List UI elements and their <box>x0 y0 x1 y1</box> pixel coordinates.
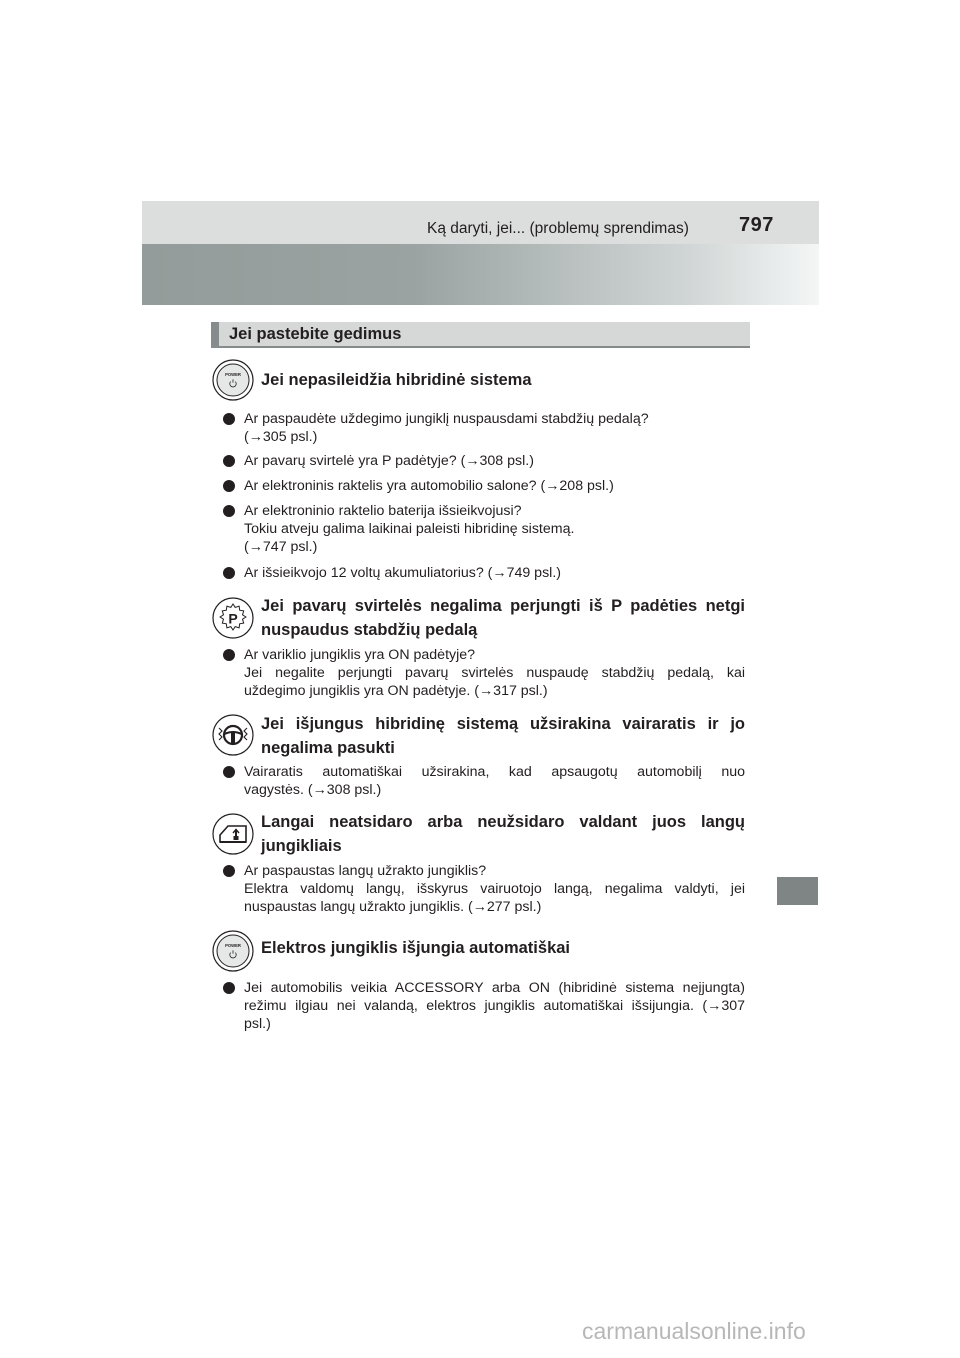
page-number: 797 <box>739 214 774 236</box>
bullet-line: vagystės. (→308 psl.) <box>244 782 382 798</box>
bullet-icon <box>223 766 235 778</box>
bullet-line: Ar paspaustas langų užrakto jungiklis? <box>244 863 487 879</box>
topic-heading: Jei nepasileidžia hibridinė sistema <box>261 371 532 389</box>
watermark: carmanualsonline.info <box>582 1318 806 1344</box>
bullet-icon <box>223 413 235 425</box>
bullet-line: Jei negalite perjungti pavarų svirtelės nuspaudę stabdžių pedalą, kai <box>244 665 745 681</box>
window-lock-switch-icon <box>212 813 254 855</box>
bullet-line: Vairaratis automatiškai užsirakina, kad apsaugotų automobilį nuo <box>244 764 745 780</box>
list-item <box>223 410 745 446</box>
list-item <box>223 477 745 495</box>
list-item <box>223 502 745 556</box>
power-button-icon <box>212 930 254 972</box>
bullet-line: Ar elektroninio raktelio baterija išsieikvojusi? <box>244 503 522 519</box>
bullet-icon <box>223 480 235 492</box>
bullet-icon <box>223 505 235 517</box>
bullet-line: Ar paspaudėte uždegimo jungiklį nuspausdami stabdžių pedalą? <box>244 411 649 427</box>
power-icon-label: POWER <box>225 372 241 377</box>
bullet-line: režimu ilgiau nei valandą, elektros jungiklis automatiškai išsijungia. (→307 <box>244 998 745 1014</box>
list-item <box>223 564 745 582</box>
bullet-line: Elektra valdomų langų, išskyrus vairuotojo langą, negalima valdyti, jei <box>244 881 745 897</box>
bullet-line: (→747 psl.) <box>244 539 318 555</box>
bullet-line: Ar variklio jungiklis yra ON padėtyje? <box>244 647 476 663</box>
topic-heading: Elektros jungiklis išjungia automatiškai <box>261 939 571 957</box>
bullet-line: uždegimo jungiklis yra ON padėtyje. (→317 psl.) <box>244 683 548 699</box>
bullet-line: Ar elektroninis raktelis yra automobilio salone? (→208 psl.) <box>244 478 614 494</box>
bullet-icon <box>223 567 235 579</box>
topic-heading: Langai neatsidaro arba neužsidaro valdant juos langų jungikliais <box>261 813 745 855</box>
bullet-line: Ar išsieikvojo 12 voltų akumuliatorius? (→749 psl.) <box>244 565 561 581</box>
chapter-side-tab <box>777 877 818 905</box>
power-button-icon <box>212 359 254 401</box>
topic-heading: Jei išjungus hibridinę sistemą užsirakina vairaratis ir jo negalima pasukti <box>261 715 745 757</box>
bullet-line: Jei automobilis veikia ACCESSORY arba ON (hibridinė sistema neįjungta) <box>244 980 745 996</box>
bullet-line: (→305 psl.) <box>244 429 318 445</box>
list-item <box>223 452 745 470</box>
list-item <box>223 646 745 700</box>
topic-heading: Jei pavarų svirtelės negalima perjungti iš P padėties netgi nuspaudus stabdžių pedalą <box>261 597 745 639</box>
chapter-gradient-band <box>142 244 819 305</box>
steering-lock-icon <box>212 714 254 756</box>
svg-text:P: P <box>228 610 238 627</box>
bullet-line: nuspaustas langų užrakto jungiklis. (→277 psl.) <box>244 899 542 915</box>
section-header-bar <box>211 322 750 348</box>
section-title: Jei pastebite gedimus <box>229 325 402 343</box>
bullet-icon <box>223 982 235 994</box>
list-item <box>223 763 745 799</box>
shift-lock-p-gear-icon <box>212 597 254 639</box>
bullet-icon <box>223 455 235 467</box>
bullet-line: Tokiu atveju galima laikinai paleisti hibridinę sistemą. <box>244 521 575 537</box>
list-item <box>223 979 745 1033</box>
bullet-icon <box>223 865 235 877</box>
running-header-title: Ką daryti, jei... (problemų sprendimas) <box>427 220 689 237</box>
list-item <box>223 862 745 916</box>
bullet-icon <box>223 649 235 661</box>
bullet-line: psl.) <box>244 1016 271 1032</box>
bullet-line: Ar pavarų svirtelė yra P padėtyje? (→308 psl.) <box>244 453 534 469</box>
power-icon-label: POWER <box>225 943 241 948</box>
